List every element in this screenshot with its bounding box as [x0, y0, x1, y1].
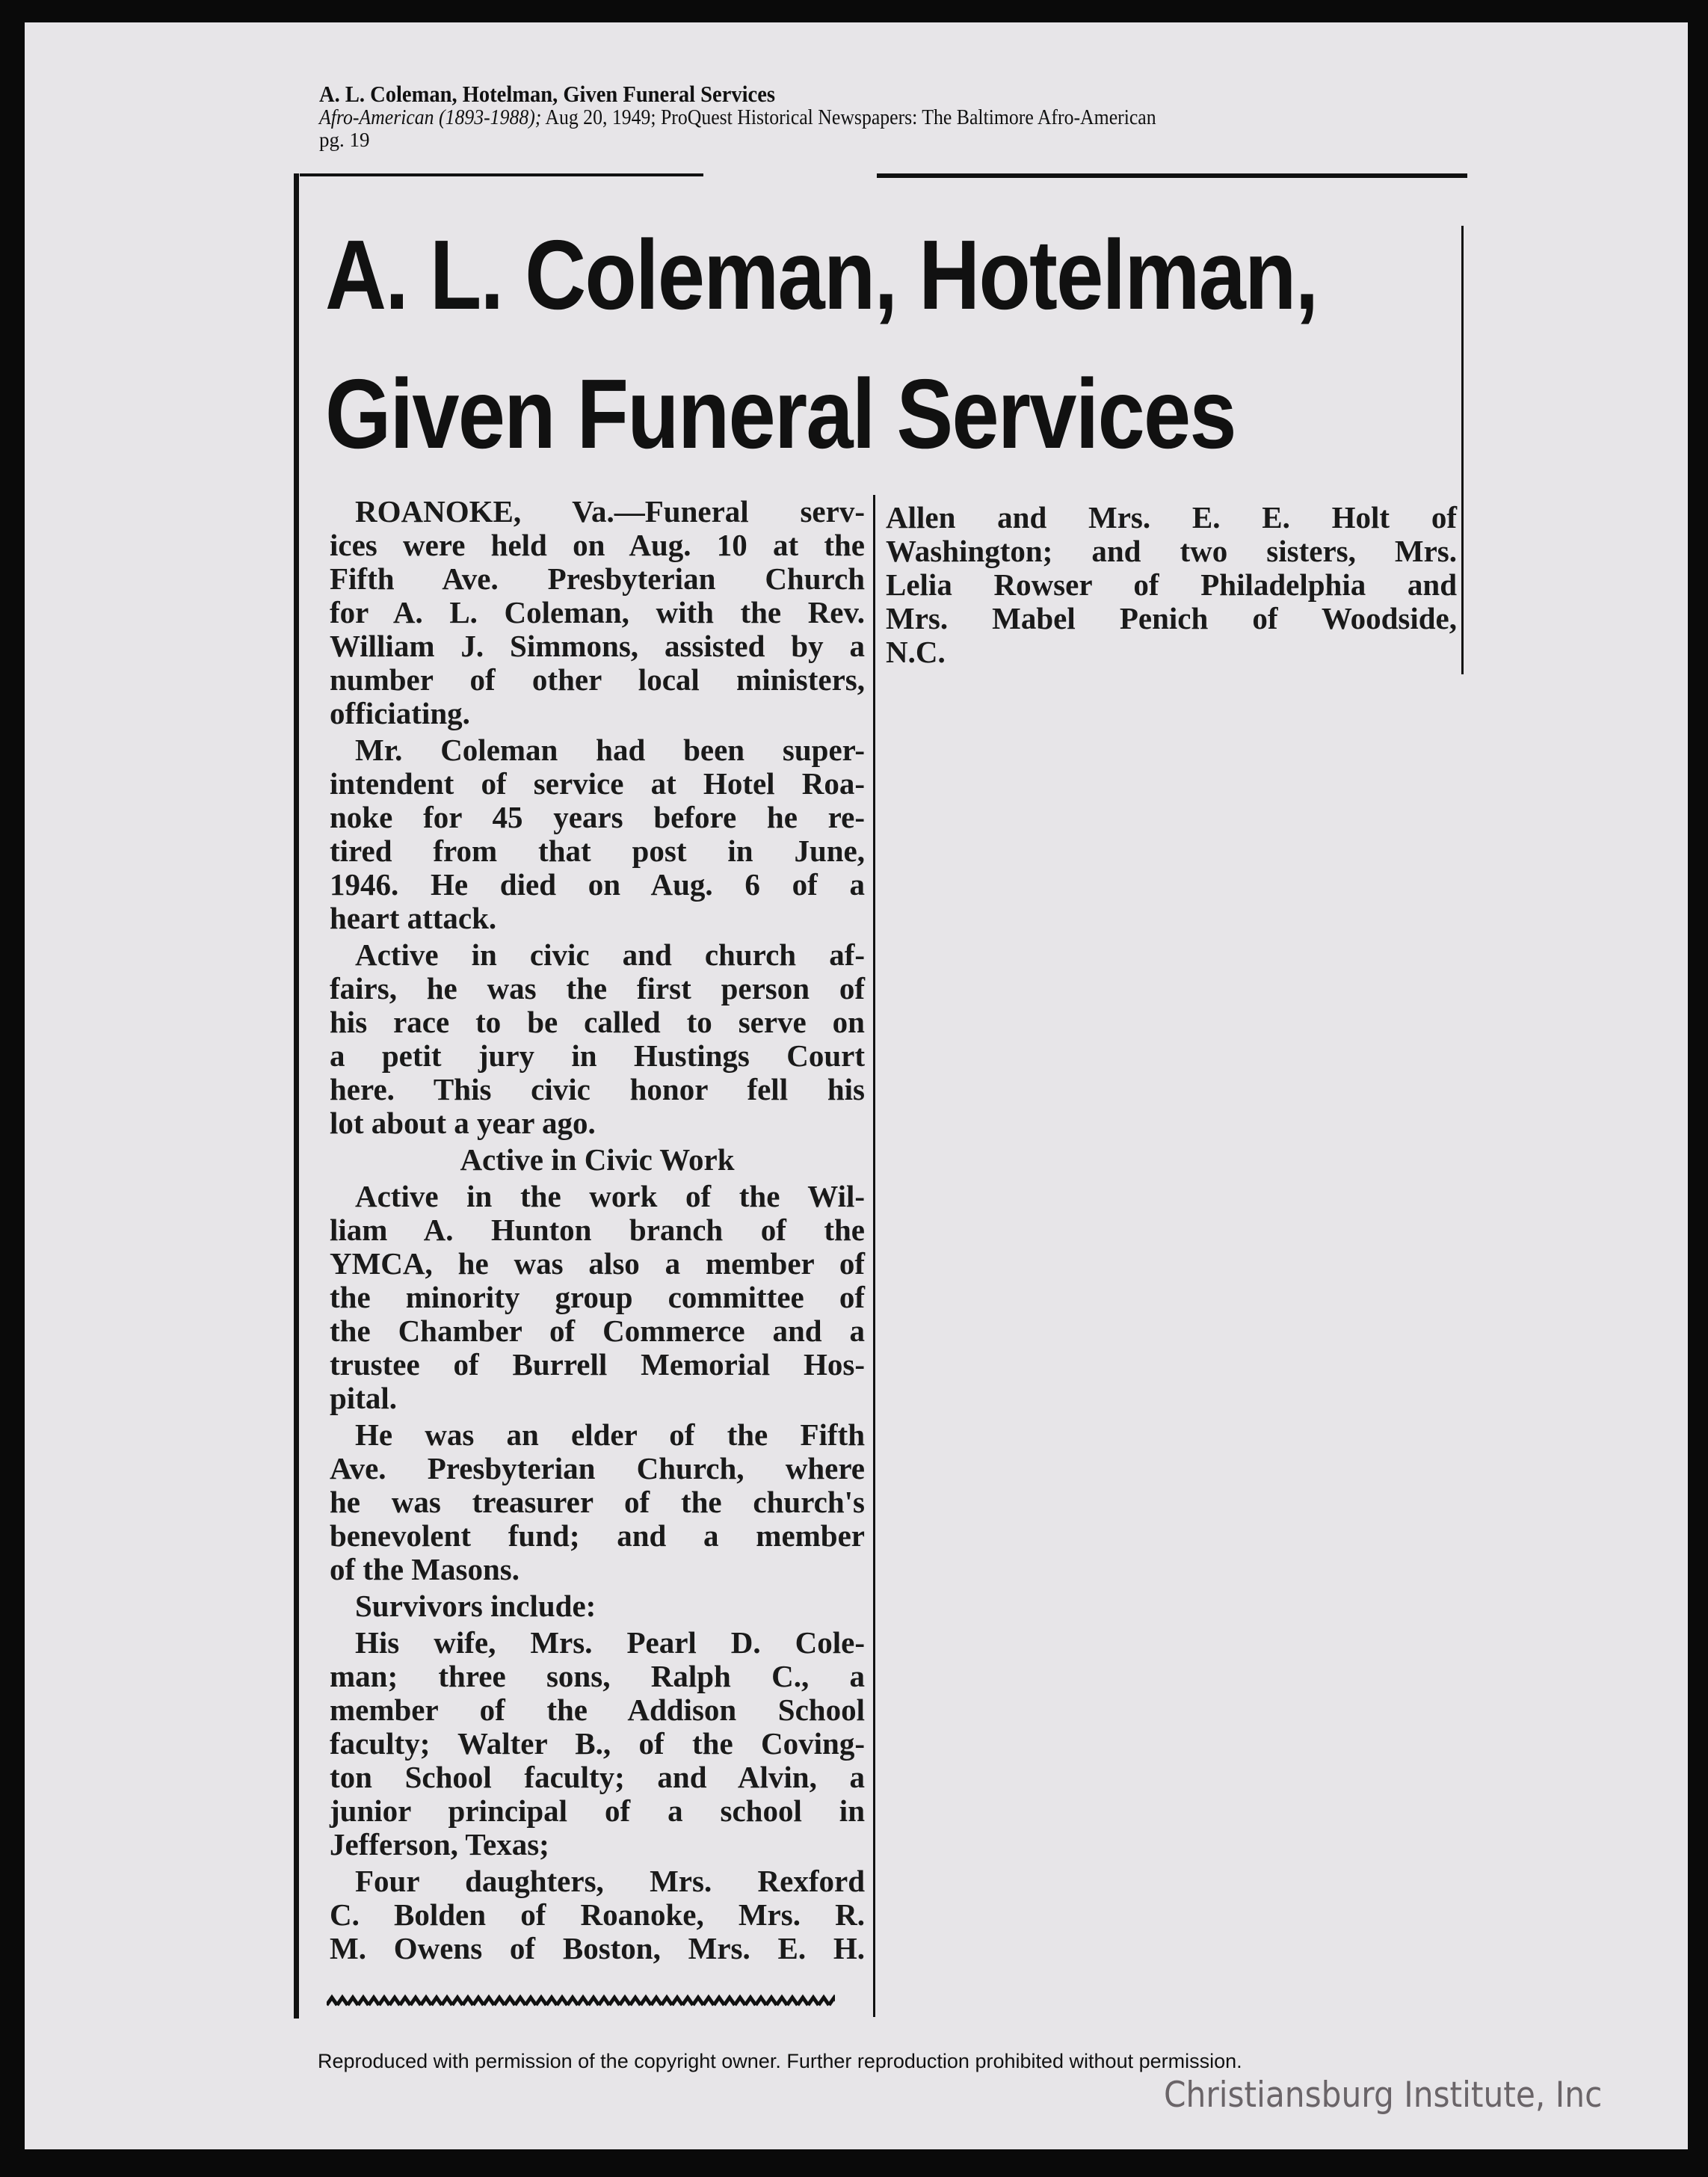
- text-line: trustee of Burrell Memorial Hos-: [330, 1347, 865, 1382]
- text-line: Four daughters, Mrs. Rexford: [355, 1864, 865, 1898]
- right-rule: [1461, 226, 1464, 674]
- paper-page: [25, 22, 1688, 2149]
- text-line: benevolent fund; and a member: [330, 1518, 865, 1553]
- text-line: his race to be called to serve on: [330, 1005, 865, 1039]
- paragraph: [330, 938, 865, 1140]
- text-line: tired from that post in June,: [330, 834, 865, 868]
- paragraph: [886, 501, 1457, 669]
- text-line: William J. Simmons, assisted by a: [330, 629, 865, 663]
- text-line: he was treasurer of the church's: [330, 1485, 865, 1519]
- text-line: Jefferson, Texas;: [330, 1827, 549, 1862]
- text-line: Active in civic and church af-: [355, 937, 865, 972]
- watermark: Christiansburg Institute, Inc: [1164, 2075, 1603, 2116]
- citation-source: [319, 106, 1156, 130]
- text-line: a petit jury in Hustings Court: [330, 1038, 865, 1073]
- paragraph: [330, 1589, 865, 1623]
- text-line: Allen and Mrs. E. E. Holt of: [886, 500, 1457, 535]
- citation-page: pg. 19: [319, 129, 370, 151]
- article-column-2: [886, 501, 1457, 672]
- paragraph: [330, 495, 865, 730]
- text-line: intendent of service at Hotel Roa-: [330, 766, 865, 801]
- text-line: Survivors include:: [355, 1589, 596, 1623]
- citation-source-details: Aug 20, 1949; ProQuest Historical Newspapers: The Baltimore Afro-American: [541, 106, 1156, 129]
- text-line: the Chamber of Commerce and a: [330, 1314, 865, 1348]
- paragraph: [330, 1418, 865, 1586]
- text-line: C. Bolden of Roanoke, Mrs. R.: [330, 1897, 865, 1932]
- subheading: Active in Civic Work: [460, 1142, 735, 1177]
- text-line: 1946. He died on Aug. 6 of a: [330, 867, 865, 902]
- text-line: He was an elder of the Fifth: [355, 1417, 865, 1452]
- top-rule-left: [300, 173, 703, 176]
- top-rule-right: [877, 173, 1467, 178]
- text-line: N.C.: [886, 635, 946, 669]
- text-line: of the Masons.: [330, 1552, 520, 1586]
- text-line: heart attack.: [330, 901, 497, 935]
- citation-source-name: Afro-American (1893-1988);: [319, 106, 542, 129]
- text-line: Lelia Rowser of Philadelphia and: [886, 567, 1457, 602]
- text-line: the minority group committee of: [330, 1280, 865, 1314]
- headline-line-2: Given Funeral Services: [325, 359, 1236, 469]
- text-line: M. Owens of Boston, Mrs. E. H.: [330, 1931, 865, 1965]
- text-line: ton School faculty; and Alvin, a: [330, 1760, 865, 1794]
- text-line: His wife, Mrs. Pearl D. Cole-: [355, 1625, 865, 1660]
- copyright-notice: Reproduced with permission of the copyright owner. Further reproduction prohibited without permission.: [318, 2050, 1242, 2072]
- text-line: officiating.: [330, 696, 470, 730]
- wavy-cutoff-line: [327, 1993, 835, 2010]
- text-line: YMCA, he was also a member of: [330, 1246, 865, 1281]
- text-line: pital.: [330, 1381, 397, 1415]
- paragraph: [330, 1180, 865, 1415]
- text-line: Mrs. Mabel Penich of Woodside,: [886, 601, 1457, 635]
- text-line: Active in the work of the Wil-: [355, 1179, 865, 1213]
- citation-title: A. L. Coleman, Hotelman, Given Funeral Services: [319, 81, 775, 107]
- text-line: lot about a year ago.: [330, 1106, 596, 1140]
- text-line: for A. L. Coleman, with the Rev.: [330, 595, 865, 629]
- column-divider: [873, 495, 875, 2017]
- text-line: Washington; and two sisters, Mrs.: [886, 534, 1457, 568]
- text-line: fairs, he was the first person of: [330, 971, 865, 1006]
- headline-line-1: A. L. Coleman, Hotelman,: [325, 220, 1318, 330]
- text-line: ices were held on Aug. 10 at the: [330, 528, 865, 562]
- text-line: Mr. Coleman had been super-: [355, 733, 865, 767]
- text-line: here. This civic honor fell his: [330, 1072, 865, 1106]
- text-line: Ave. Presbyterian Church, where: [330, 1451, 865, 1485]
- text-line: faculty; Walter B., of the Coving-: [330, 1726, 865, 1761]
- text-line: ROANOKE, Va.—Funeral serv-: [355, 494, 865, 529]
- text-line: junior principal of a school in: [330, 1793, 865, 1828]
- text-line: noke for 45 years before he re-: [330, 800, 865, 834]
- paragraph: [330, 733, 865, 935]
- text-line: liam A. Hunton branch of the: [330, 1213, 865, 1247]
- text-line: member of the Addison School: [330, 1693, 865, 1727]
- article-column-1: [330, 495, 865, 1968]
- paragraph: [330, 1626, 865, 1862]
- newspaper-clipping: [294, 173, 1467, 2019]
- text-line: man; three sons, Ralph C., a: [330, 1659, 865, 1693]
- text-line: number of other local ministers,: [330, 662, 865, 697]
- left-rule: [294, 173, 299, 2019]
- text-line: Fifth Ave. Presbyterian Church: [330, 561, 865, 596]
- paragraph: [330, 1865, 865, 1965]
